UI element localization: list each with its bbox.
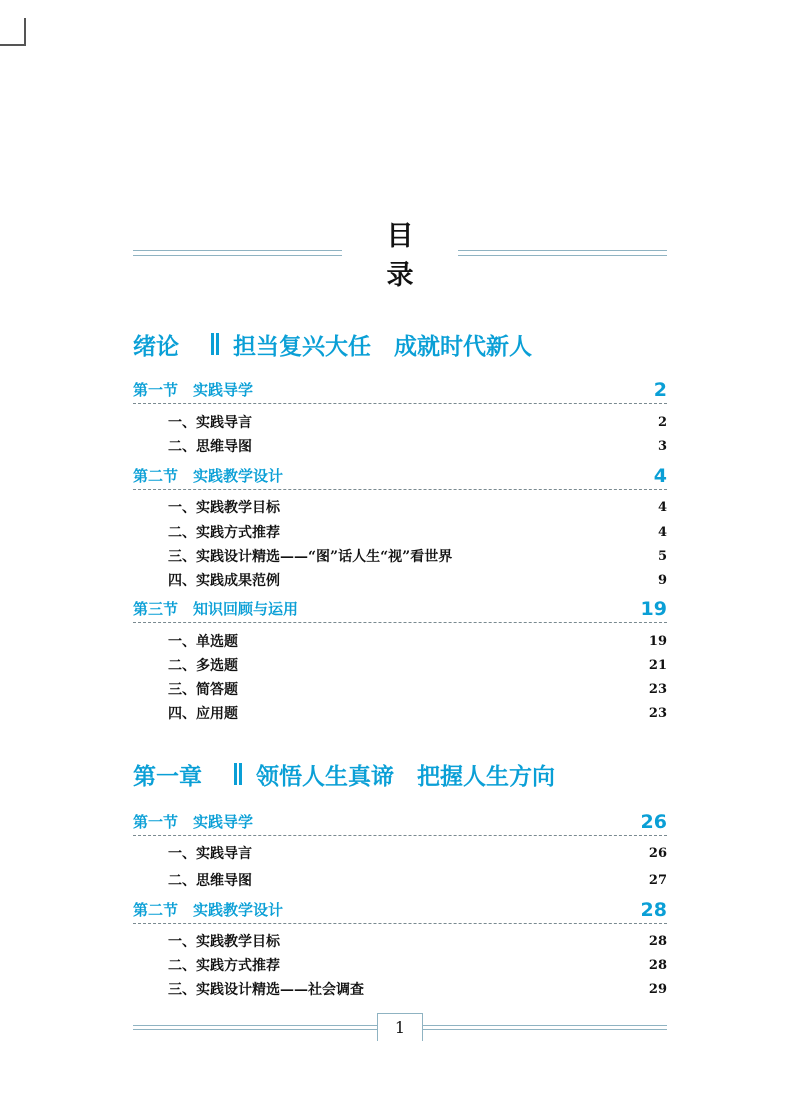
- entry-page: 2: [657, 414, 667, 430]
- entry-page: 23: [648, 705, 667, 721]
- entry-label: 一、实践教学目标: [168, 500, 280, 516]
- entry-label: 二、多选题: [168, 658, 238, 674]
- footer-rule-right: [423, 1025, 667, 1030]
- section-heading[interactable]: [133, 896, 667, 924]
- entry-label: 二、实践方式推荐: [168, 525, 280, 541]
- entry-page: 5: [657, 548, 667, 564]
- chapter-heading[interactable]: [133, 326, 667, 362]
- entry-page: 4: [657, 499, 667, 515]
- chapter-heading[interactable]: [133, 756, 667, 792]
- entry-page: 27: [648, 872, 667, 888]
- toc-entry[interactable]: [168, 496, 667, 518]
- toc-entry[interactable]: [168, 702, 667, 724]
- chapter-prefix: 绪论: [133, 332, 179, 360]
- entry-label: 四、应用题: [168, 706, 238, 722]
- toc-entry[interactable]: [168, 678, 667, 700]
- section-heading[interactable]: [133, 376, 667, 404]
- toc-entry[interactable]: [168, 842, 667, 864]
- entry-page: 23: [648, 681, 667, 697]
- section-page: 28: [640, 898, 667, 921]
- section-heading[interactable]: [133, 462, 667, 490]
- toc-entry[interactable]: [168, 435, 667, 457]
- entry-page: 9: [657, 572, 667, 588]
- entry-page: 3: [657, 438, 667, 454]
- chapter-title: 担当复兴大任 成就时代新人: [233, 332, 532, 360]
- entry-page: 28: [648, 957, 667, 973]
- section-name: 第二节 实践教学设计: [133, 467, 284, 485]
- entry-label: 一、单选题: [168, 634, 238, 650]
- entry-label: 一、实践导言: [168, 846, 252, 862]
- crop-mark-vertical: [24, 18, 26, 44]
- crop-mark-horizontal: [0, 44, 26, 46]
- entry-page: 4: [657, 524, 667, 540]
- heading-rule-right: [458, 250, 667, 256]
- chapter-divider-bar: [234, 763, 242, 785]
- entry-label: 三、简答题: [168, 682, 238, 698]
- heading-rule-left: [133, 250, 342, 256]
- chapter-divider-bar: [211, 333, 219, 355]
- section-page: 26: [640, 810, 667, 833]
- toc-entry[interactable]: [168, 869, 667, 891]
- toc-entry[interactable]: [168, 521, 667, 543]
- page-footer: [133, 1012, 667, 1042]
- toc-entry[interactable]: [168, 545, 667, 567]
- toc-entry[interactable]: [168, 930, 667, 952]
- toc-heading-row: [133, 221, 667, 291]
- entry-page: 29: [648, 981, 667, 997]
- toc-entry[interactable]: [168, 569, 667, 591]
- entry-label: 一、实践教学目标: [168, 934, 280, 950]
- entry-label: 二、思维导图: [168, 873, 252, 889]
- toc-entry[interactable]: [168, 954, 667, 976]
- entry-label: 一、实践导言: [168, 415, 252, 431]
- entry-page: 28: [648, 933, 667, 949]
- section-name: 第一节 实践导学: [133, 813, 254, 831]
- entry-label: 三、实践设计精选——“图”话人生“视”看世界: [168, 549, 453, 565]
- chapter-prefix: 第一章: [133, 762, 202, 790]
- entry-label: 四、实践成果范例: [168, 573, 280, 589]
- page-number: 1: [377, 1013, 423, 1041]
- entry-page: 19: [648, 633, 667, 649]
- section-name: 第三节 知识回顾与运用: [133, 600, 299, 618]
- section-page: 19: [640, 597, 667, 620]
- entry-label: 二、实践方式推荐: [168, 958, 280, 974]
- section-heading[interactable]: [133, 808, 667, 836]
- section-name: 第二节 实践教学设计: [133, 901, 284, 919]
- section-page: 4: [653, 464, 667, 487]
- toc-entry[interactable]: [168, 978, 667, 1000]
- footer-rule-left: [133, 1025, 377, 1030]
- toc-entry[interactable]: [168, 411, 667, 433]
- section-page: 2: [653, 378, 667, 401]
- toc-entry[interactable]: [168, 654, 667, 676]
- entry-label: 三、实践设计精选——社会调查: [168, 982, 364, 998]
- entry-page: 21: [648, 657, 667, 673]
- toc-heading: 目录: [386, 221, 436, 291]
- entry-label: 二、思维导图: [168, 439, 252, 455]
- entry-page: 26: [648, 845, 667, 861]
- section-heading[interactable]: [133, 595, 667, 623]
- toc-entry[interactable]: [168, 630, 667, 652]
- chapter-title: 领悟人生真谛 把握人生方向: [256, 762, 555, 790]
- section-name: 第一节 实践导学: [133, 381, 254, 399]
